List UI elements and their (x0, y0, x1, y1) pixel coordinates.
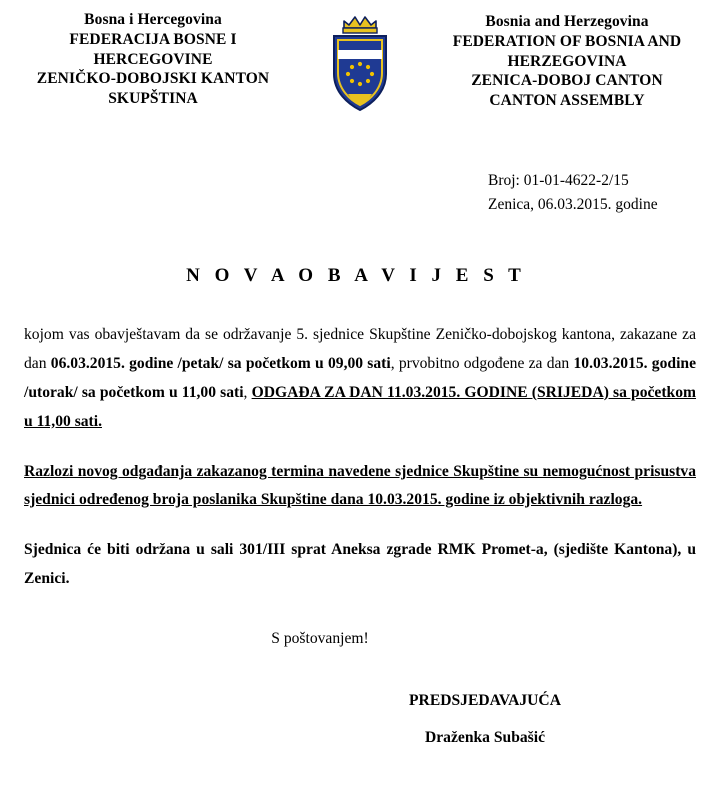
paragraph-reasons: Razlozi novog odgađanja zakazanog termina navedene sjednice Skupštine su nemogućnost prisustva sjednici određenog broja poslanika Skupštine dana 10.03.2015. godine iz objektivnih razloga. (24, 463, 696, 509)
letterhead-english (432, 8, 702, 111)
letterhead-bosnian-line-5: SKUPŠTINA (108, 90, 198, 108)
letterhead-english-line-4: ZENICA-DOBOJ CANTON (471, 72, 663, 90)
letterhead-bosnian (18, 8, 288, 109)
document-body (18, 321, 702, 594)
letterhead-bosnian-line-2: FEDERACIJA BOSNE I (69, 30, 237, 48)
paragraph-notice-seg3: , prvobitno odgođene za dan (390, 354, 574, 372)
paragraph-notice-seg1: kojom vas obavještavam da se održavanje 5. sjednice Skupštine Zeničko-dobojskog kantona, zakazane za dan (24, 326, 696, 372)
letterhead-english-line-2: FEDERATION OF BOSNIA AND (452, 32, 682, 50)
closing-salutation: S poštovanjem! (271, 629, 369, 647)
letterhead-bosnian-line-4: ZENIČKO-DOBOJSKI KANTON (36, 70, 270, 88)
coat-of-arms-shield-icon (314, 12, 406, 117)
paragraph-notice-seg5: , (243, 383, 252, 401)
reference-number: Broj: 01-01-4622-2/15 (488, 172, 629, 189)
reference-block (18, 169, 702, 217)
letterhead-english-line-1: Bosnia and Herzegovina (485, 13, 649, 30)
letterhead-english-line-5: CANTON ASSEMBLY (489, 92, 645, 110)
letterhead (18, 0, 702, 117)
letterhead-bosnian-line-1: Bosna i Hercegovina (84, 11, 222, 28)
reference-place-date: Zenica, 06.03.2015. godine (488, 196, 658, 214)
paragraph-notice-seg2: 06.03.2015. godine /petak/ sa početkom u 09,00 sati (50, 354, 391, 372)
crest-container (305, 8, 415, 117)
letterhead-english-line-3: HERZEGOVINA (507, 52, 627, 70)
paragraph-notice-seg4: 10.03.2015. godine /utorak/ sa početkom u 11,00 sati (24, 354, 696, 401)
paragraph-notice (24, 321, 696, 436)
signature-role: PREDSJEDAVAJUĆA (409, 691, 561, 709)
letterhead-bosnian-line-3: HERCEGOVINE (93, 50, 213, 68)
signature-block (18, 682, 702, 757)
signature-name: Draženka Subašić (425, 729, 545, 747)
page-title: N O V A O B A V I J E S T (186, 265, 526, 287)
paragraph-venue: Sjednica će biti održana u sali 301/III sprat Aneksa zgrade RMK Promet-a, (sjedište Kantona), u Zenici. (24, 540, 696, 587)
paragraph-notice-seg6: ODGAĐA ZA DAN 11.03.2015. GODINE (SRIJEDA) sa početkom u 11,00 sati. (24, 383, 697, 430)
